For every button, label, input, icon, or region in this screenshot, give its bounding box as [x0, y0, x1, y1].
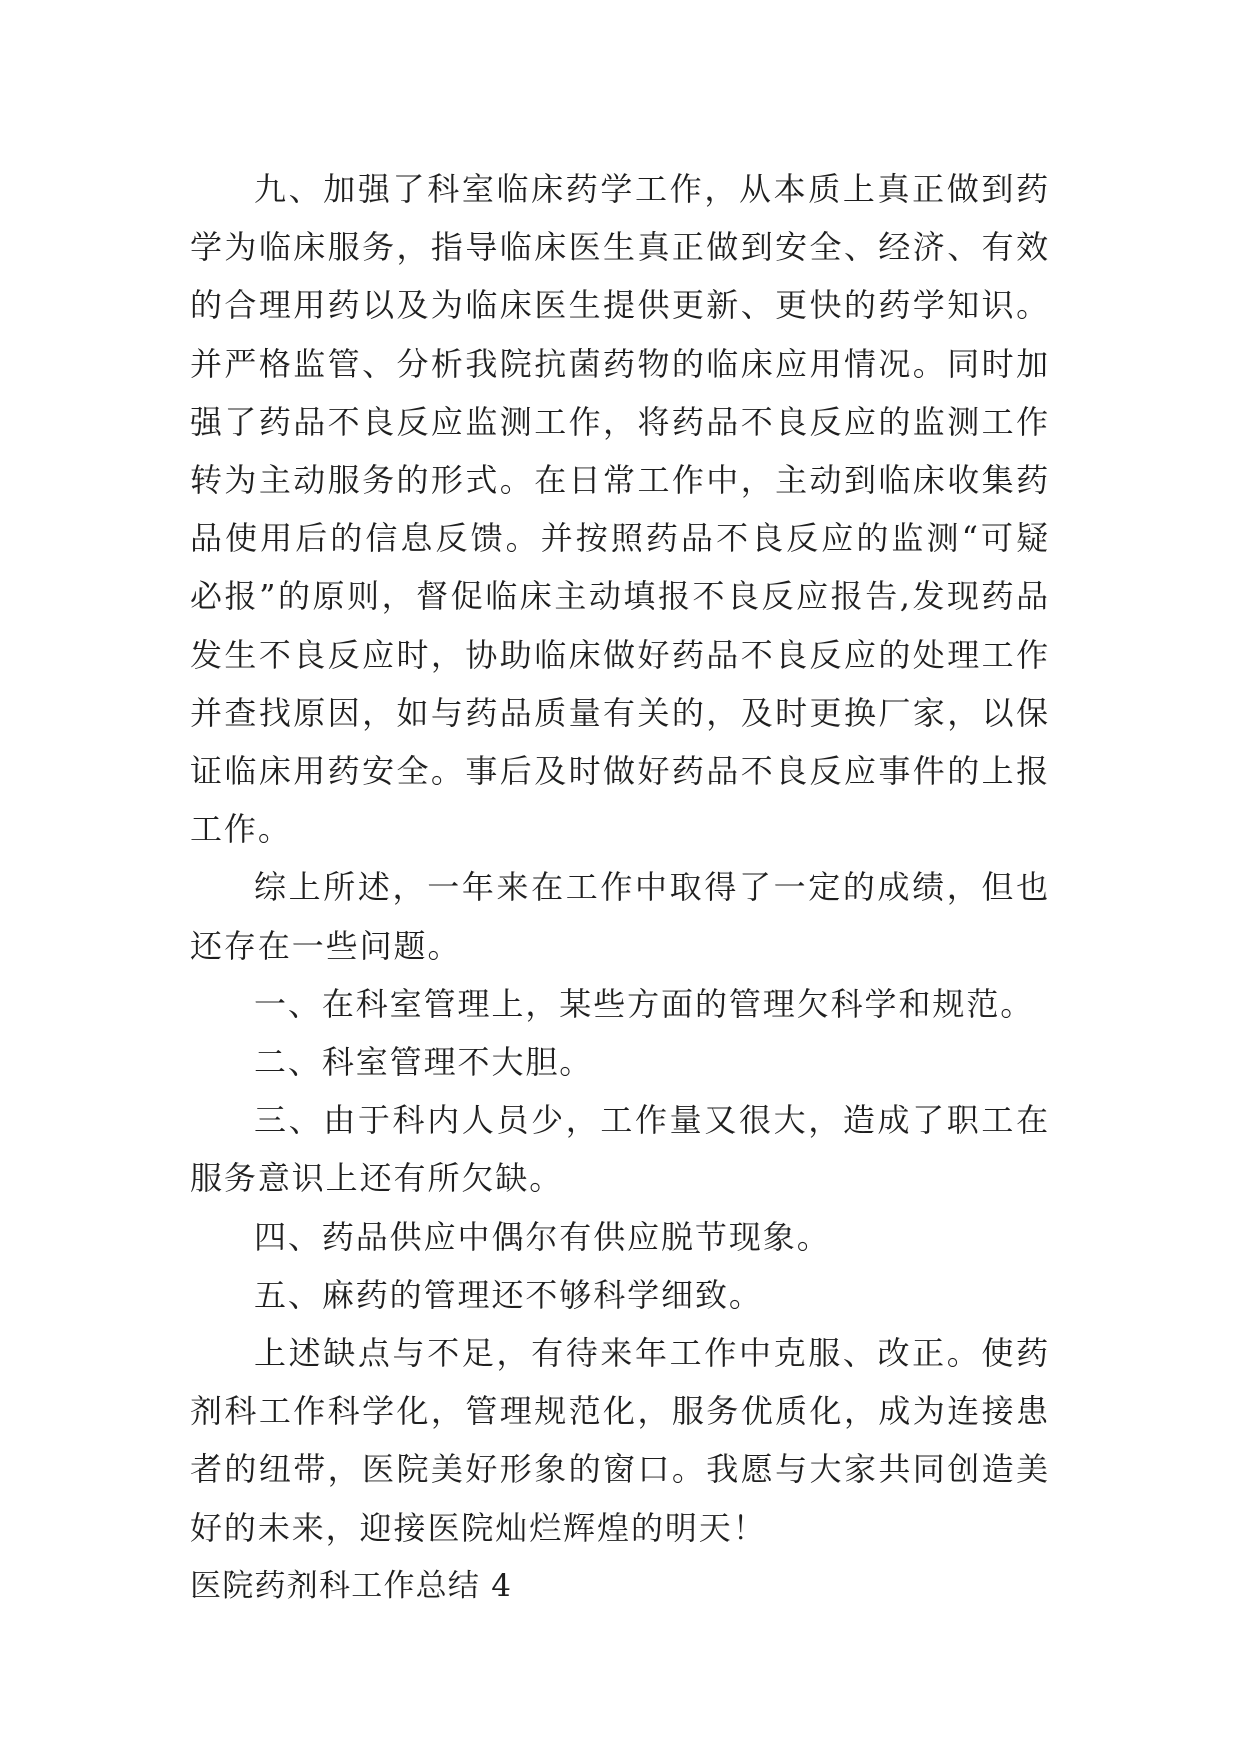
- paragraph-issue-5: 五、麻药的管理还不够科学细致。: [254, 1275, 763, 1314]
- section-heading: 医院药剂科工作总结 4: [190, 1567, 513, 1604]
- document-body: [190, 160, 1050, 1615]
- paragraph-issue-2: 二、科室管理不大胆。: [254, 1043, 594, 1082]
- paragraph-issue-4: 四、药品供应中偶尔有供应脱节现象。: [254, 1217, 831, 1256]
- paragraph-clinical-pharmacy: 九、加强了科室临床药学工作，从本质上真正做到药学为临床服务，指导临床医生真正做到安全、经济、有效的合理用药以及为临床医生提供更新、更快的药学知识。并严格监管、分析我院抗菌药物的临床应用情况。同时加强了药品不良反应监测工作，将药品不良反应的监测工作转为主动服务的形式。在日常工作中，主动到临床收集药品使用后的信息反馈。并按照药品不良反应的监测“可疑必报”的原则，督促临床主动填报不良反应报告,发现药品发生不良反应时，协助临床做好药品不良反应的处理工作并查找原因，如与药品质量有关的，及时更换厂家，以保证临床用药安全。事后及时做好药品不良反应事件的上报工作。: [190, 170, 1050, 849]
- paragraph-issue-1: 一、在科室管理上，某些方面的管理欠科学和规范。: [254, 984, 1035, 1023]
- paragraph-summary: 综上所述，一年来在工作中取得了一定的成绩，但也还存在一些问题。: [190, 868, 1050, 965]
- paragraph-issue-3: 三、由于科内人员少，工作量又很大，造成了职工在服务意识上还有所欠缺。: [190, 1101, 1050, 1198]
- paragraph-conclusion: 上述缺点与不足，有待来年工作中克服、改正。使药剂科工作科学化，管理规范化，服务优质化，成为连接患者的纽带，医院美好形象的窗口。我愿与大家共同创造美好的未来，迎接医院灿烂辉煌的明天！: [190, 1334, 1050, 1547]
